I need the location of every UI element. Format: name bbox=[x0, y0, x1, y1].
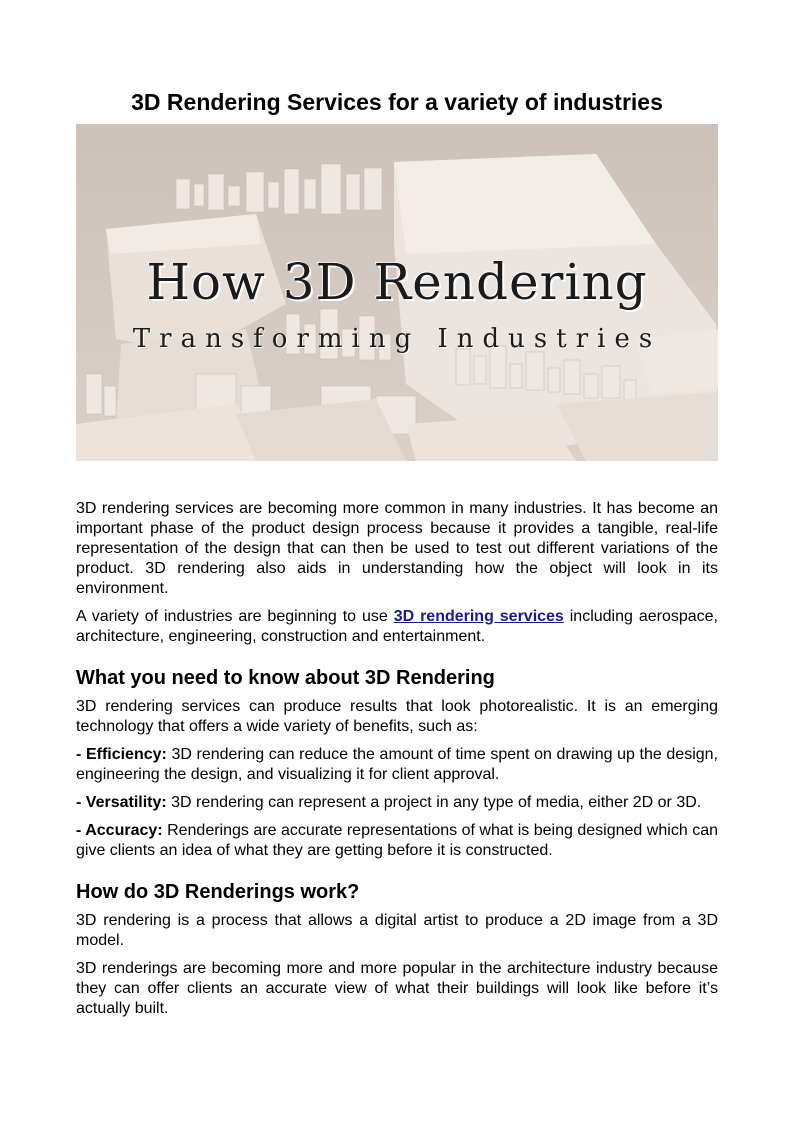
hero-image bbox=[76, 124, 718, 461]
benefit-text: 3D rendering can reduce the amount of time spent on drawing up the design, engineering the design, and visualizing it for client approval. bbox=[76, 746, 718, 783]
section-heading-how-it-works: How do 3D Renderings work? bbox=[76, 881, 360, 903]
intro-paragraph-1: 3D rendering services are becoming more common in many industries. It has become an important phase of the product design process because it provides a tangible, real-life representation of the design that can then be used to test out different variations of the product. 3D rendering also aids in understanding how the object will look in its environment. bbox=[76, 500, 718, 597]
intro-text-after-link: including aerospace, architecture, engineering, construction and entertainment. bbox=[76, 608, 718, 645]
benefit-label: - Accuracy: bbox=[76, 822, 163, 839]
page-title: 3D Rendering Services for a variety of industries bbox=[131, 89, 663, 115]
benefit-text: Renderings are accurate representations of what is being designed which can give clients an idea of what they are getting before it is constructed. bbox=[76, 822, 718, 859]
rendering-services-link[interactable]: 3D rendering services bbox=[393, 608, 564, 625]
benefit-versatility bbox=[76, 793, 718, 813]
section2-paragraph-1: 3D rendering is a process that allows a digital artist to produce a 2D image from a 3D model. bbox=[76, 912, 718, 949]
article-body bbox=[76, 499, 718, 1027]
benefit-label: - Efficiency: bbox=[76, 746, 167, 763]
benefit-efficiency bbox=[76, 745, 718, 785]
intro-paragraph-2 bbox=[76, 607, 718, 647]
hero-subheadline: Transforming Industries bbox=[132, 324, 662, 354]
benefit-text: 3D rendering can represent a project in any type of media, either 2D or 3D. bbox=[166, 794, 702, 811]
section1-paragraph: 3D rendering services can produce results that look photorealistic. It is an emerging technology that offers a wide variety of benefits, such as: bbox=[76, 698, 718, 735]
section-heading-what-to-know: What you need to know about 3D Rendering bbox=[76, 667, 495, 689]
intro-text-before-link: A variety of industries are beginning to use bbox=[76, 608, 394, 625]
hero-headline: How 3D Rendering bbox=[146, 253, 648, 311]
benefit-label: - Versatility: bbox=[76, 794, 167, 811]
benefit-accuracy bbox=[76, 821, 718, 861]
section2-paragraph-2: 3D renderings are becoming more and more popular in the architecture industry because they can offer clients an accurate view of what their buildings will look like before it’s actually built. bbox=[76, 960, 718, 1017]
